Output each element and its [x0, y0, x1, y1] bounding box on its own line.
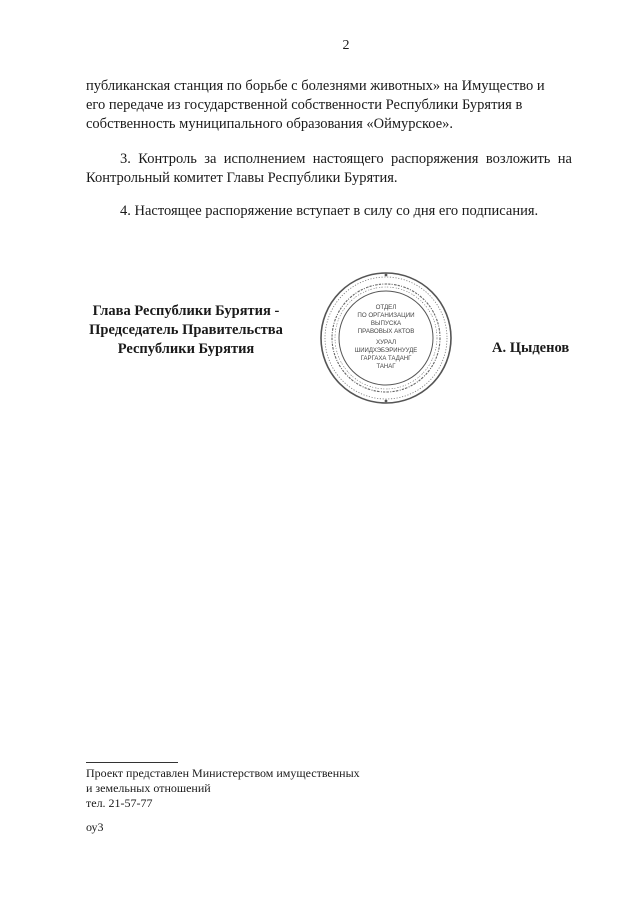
paragraph-1-line-1: публиканская станция по борьбе с болезнями животных» на Имущество и: [86, 78, 545, 94]
seal-line-3: ВЫПУСКА: [370, 320, 402, 327]
seal-line-4: ПРАВОВЫХ АКТОВ: [357, 328, 415, 335]
document-code: оу3: [86, 820, 104, 834]
signer-name: А. Цыденов: [492, 340, 570, 356]
seal-line-1: ОТДЕЛ: [375, 304, 397, 311]
seal-line-6: ШИИДХЭБЭРИНУУДЕ: [354, 348, 418, 354]
signatory-title-line-1: Глава Республики Бурятия -: [92, 303, 280, 319]
paragraph-3: 4. Настоящее распоряжение вступает в силу со дня его подписания.: [120, 203, 539, 219]
footnote-line-1: Проект представлен Министерством имущественных: [86, 766, 360, 780]
footnote-line-2: и земельных отношений: [86, 781, 211, 795]
seal-line-8: ТАНАГ: [376, 364, 396, 370]
official-seal-stamp: [318, 270, 454, 406]
paragraph-2: 3. Контроль за исполнением настоящего распоряжения возложить на Контрольный комитет Главы Республики Бурятия.: [86, 151, 572, 186]
signatory-title-line-2: Председатель Правительства: [89, 322, 283, 338]
signatory-title-line-3: Республики Бурятия: [117, 341, 255, 357]
footnote-divider: [86, 762, 178, 763]
footnote-line-3: тел. 21-57-77: [86, 796, 153, 810]
seal-line-2: ПО ОРГАНИЗАЦИИ: [357, 312, 415, 319]
paragraph-1-line-2: его передаче из государственной собственности Республики Бурятия в: [86, 97, 523, 113]
seal-line-7: ГАРГАХА ТАДАНГ: [360, 356, 412, 362]
footnote: [86, 766, 360, 811]
signatory-title: [80, 302, 292, 359]
paragraph-1: [86, 77, 572, 134]
paragraph-1-line-3: собственность муниципального образования «Оймурское».: [86, 116, 454, 132]
page-number: 2: [342, 38, 350, 53]
seal-line-5: ХУРАЛ: [375, 339, 397, 346]
